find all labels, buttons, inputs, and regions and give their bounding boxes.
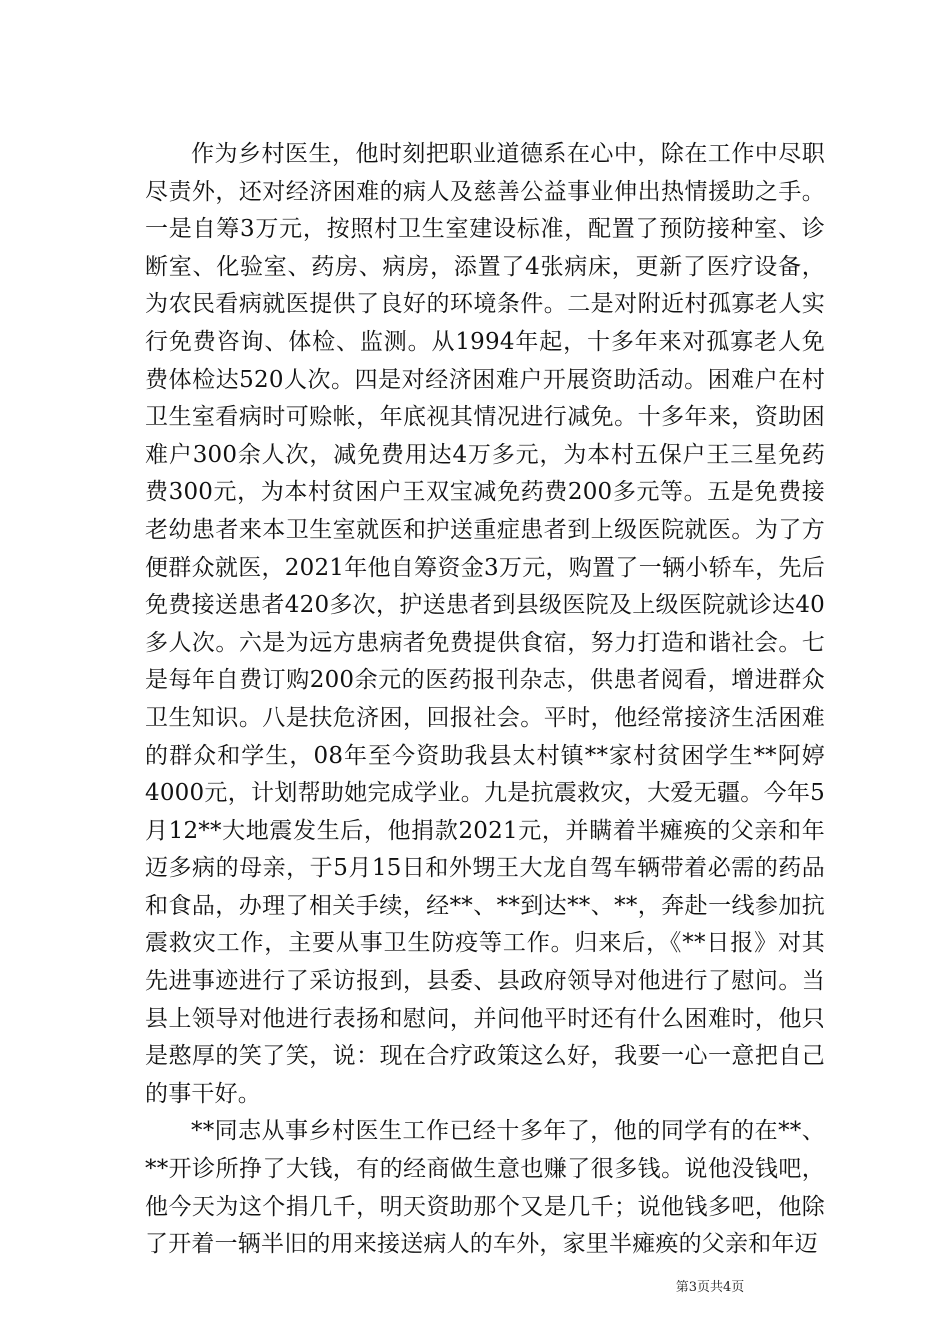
body-paragraph-2: **同志从事乡村医生工作已经十多年了，他的同学有的在**、**开诊所挣了大钱，有的经商做生意也赚了很多钱。说他没钱吧，他今天为这个捐几千，明天资助那个又是几千；说他钱多吧，他除了开着一辆半旧的用来接送病人的车外，家里半瘫痪的父亲和年迈 <box>145 1118 825 1258</box>
page-number: 第3页共4页 <box>675 1280 745 1295</box>
body-paragraph-1: 作为乡村医生，他时刻把职业道德系在心中，除在工作中尽职尽责外，还对经济困难的病人及慈善公益事业伸出热情援助之手。一是自筹3万元，按照村卫生室建设标准，配置了预防接种室、诊断室、化验室、药房、病房，添置了4张病床，更新了医疗设备，为农民看病就医提供了良好的环境条件。二是对附近村孤寡老人实行免费咨询、体检、监测。从1994年起，十多年来对孤寡老人免费体检达520人次。四是对经济困难户开展资助活动。困难户在村卫生室看病时可赊帐，年底视其情况进行减免。十多年来，资助困难户300余人次，减免费用达4万多元，为本村五保户王三星免药费300元，为本村贫困户王双宝减免药费200多元等。五是免费接老幼患者来本卫生室就医和护送重症患者到上级医院就医。为了方便群众就医，2021年他自筹资金3万元，购置了一辆小轿车，先后免费接送患者420多次，护送患者到县级医院及上级医院就诊达40多人次。六是为远方患病者免费提供食宿，努力打造和谐社会。七是每年自费订购200余元的医药报刊杂志，供患者阅看，增进群众卫生知识。八是扶危济困，回报社会。平时，他经常接济生活困难的群众和学生，08年至今资助我县太村镇**家村贫困学生**阿婷4000元，计划帮助她完成学业。九是抗震救灾，大爱无疆。今年5月12**大地震发生后，他捐款2021元，并瞒着半瘫痪的父亲和年迈多病的母亲，于5月15日和外甥王大龙自驾车辆带着必需的药品和食品，办理了相关手续，经**、**到达**、**，奔赴一线参加抗震救灾工作，主要从事卫生防疫等工作。归来后，《**日报》对其先进事迹进行了采访报到，县委、县政府领导对他进行了慰问。当县上领导对他进行表扬和慰问，并问他平时还有什么困难时，他只是憨厚的笑了笑，说：现在合疗政策这么好，我要一心一意把自己的事干好。 <box>145 141 825 1107</box>
document-body <box>145 136 825 1264</box>
